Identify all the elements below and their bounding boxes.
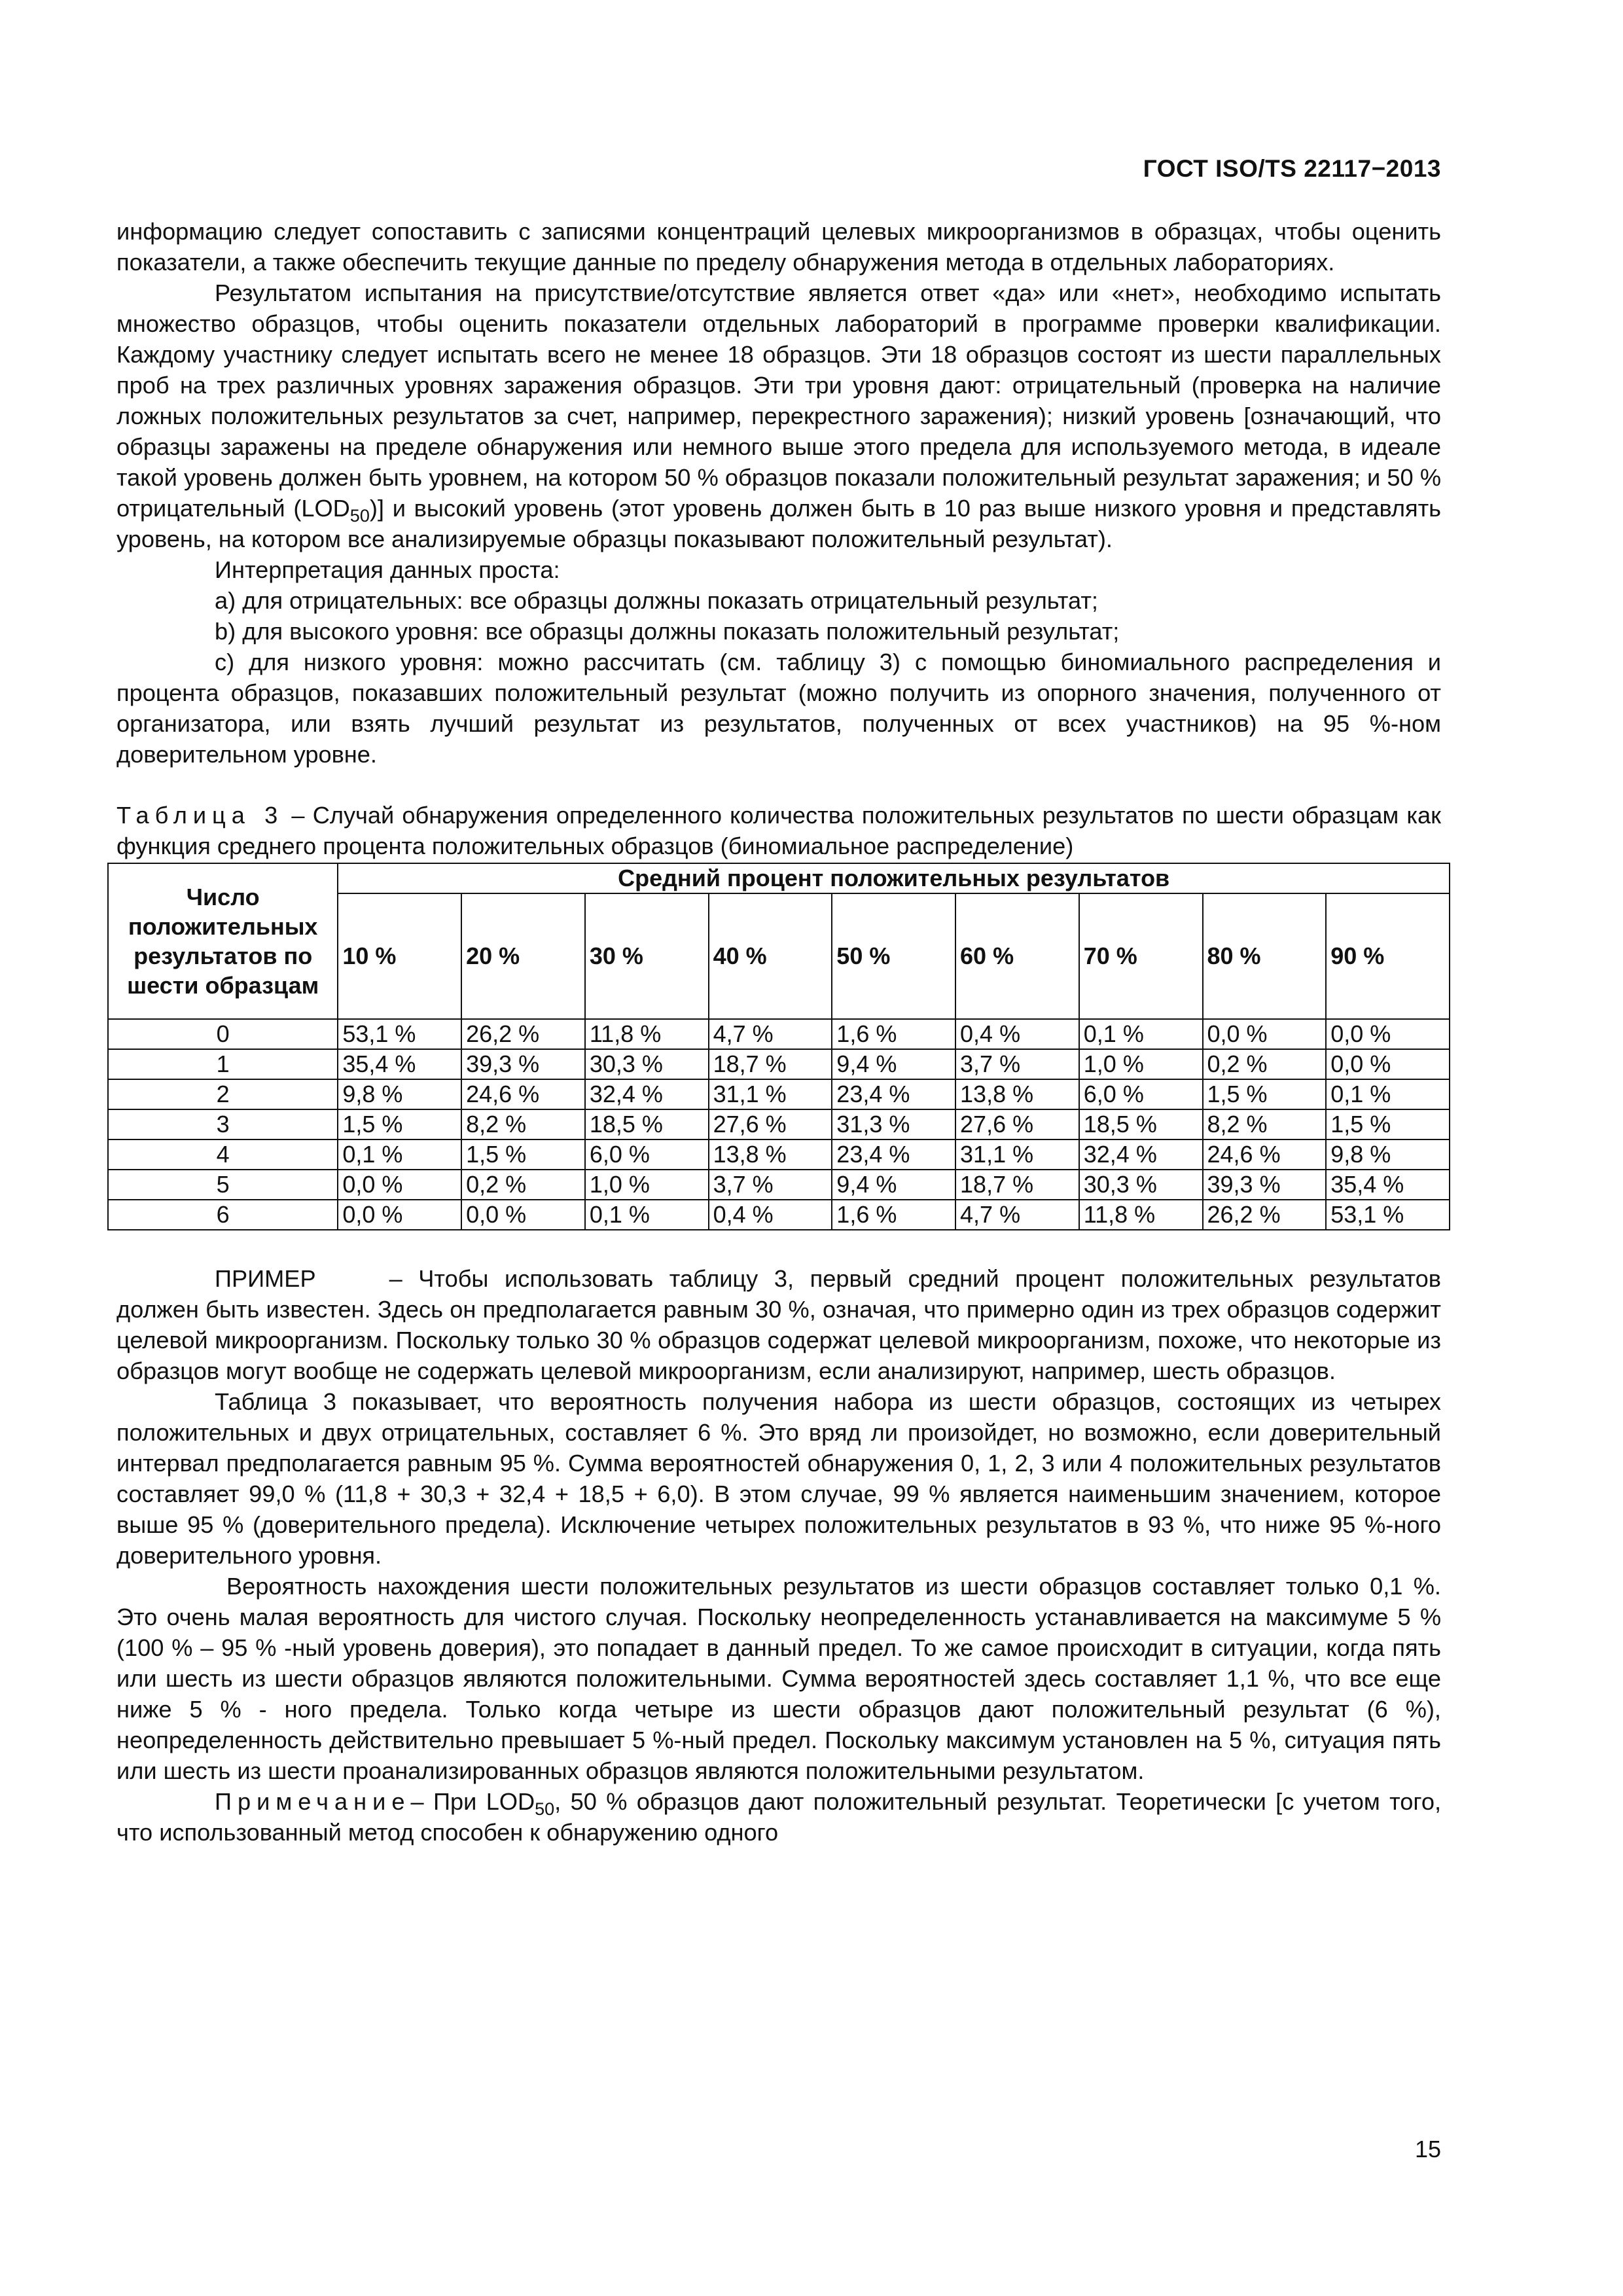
probability-cell: 24,6 % bbox=[1203, 1139, 1327, 1170]
column-header-7: 70 % bbox=[1079, 893, 1203, 1019]
table-row bbox=[108, 1019, 1450, 1049]
example-text-1: – Чтобы использовать таблицу 3, первый средний процент положительных результатов должен быть известен. Здесь он предполагается равным 30 %, означая, что примерно один из трех образцов содержит целевой микроорганизм. Поскольку только 30 % образцов содержат целевой микроорганизм, похоже, что некоторые из образцов могут вообще не содержать целевой микроорганизм, если анализируют, например, шесть образцов. bbox=[116, 1265, 1441, 1384]
probability-cell: 1,0 % bbox=[585, 1170, 709, 1200]
note-paragraph bbox=[116, 1786, 1441, 1848]
probability-cell: 1,5 % bbox=[461, 1139, 585, 1170]
probability-cell: 0,4 % bbox=[709, 1200, 832, 1230]
probability-cell: 8,2 % bbox=[1203, 1109, 1327, 1139]
probability-cell: 31,1 % bbox=[709, 1079, 832, 1109]
probability-cell: 0,0 % bbox=[1326, 1019, 1450, 1049]
probability-cell: 1,5 % bbox=[338, 1109, 461, 1139]
probability-cell: 0,0 % bbox=[461, 1200, 585, 1230]
page-number: 15 bbox=[1414, 2136, 1441, 2162]
table-row bbox=[108, 1109, 1450, 1139]
note-dash: – При LOD bbox=[410, 1788, 535, 1815]
column-header-2: 20 % bbox=[461, 893, 585, 1019]
paragraph-text-part-b: )] и высокий уровень (этот уровень должен быть в 10 раз выше низкого уровня и представлять уровень, на котором все анализируемые образцы показывают положительный результат). bbox=[116, 495, 1441, 552]
probability-cell: 1,5 % bbox=[1203, 1079, 1327, 1109]
probability-cell: 1,6 % bbox=[832, 1200, 955, 1230]
probability-cell: 31,3 % bbox=[832, 1109, 955, 1139]
probability-cell: 9,8 % bbox=[338, 1079, 461, 1109]
probability-cell: 0,1 % bbox=[1079, 1019, 1203, 1049]
table-body bbox=[108, 1019, 1450, 1230]
main-header-cell: Средний процент положительных результатов bbox=[338, 863, 1450, 893]
probability-cell: 4,7 % bbox=[955, 1200, 1079, 1230]
probability-cell: 6,0 % bbox=[585, 1139, 709, 1170]
positive-count-cell: 6 bbox=[108, 1200, 338, 1230]
column-header-9: 90 % bbox=[1326, 893, 1450, 1019]
probability-cell: 0,0 % bbox=[1326, 1049, 1450, 1079]
probability-cell: 35,4 % bbox=[338, 1049, 461, 1079]
probability-cell: 0,0 % bbox=[338, 1170, 461, 1200]
row-header-cell: Число положительных результатов по шести образцам bbox=[108, 863, 338, 1019]
probability-cell: 0,2 % bbox=[461, 1170, 585, 1200]
probability-cell: 53,1 % bbox=[1326, 1200, 1450, 1230]
probability-cell: 18,5 % bbox=[585, 1109, 709, 1139]
probability-cell: 0,0 % bbox=[1203, 1019, 1327, 1049]
list-item-b: b) для высокого уровня: все образцы должны показать положительный результат; bbox=[215, 618, 1120, 645]
standard-header: ГОСТ ISO/TS 22117−2013 bbox=[1143, 155, 1441, 182]
probability-cell: 3,7 % bbox=[955, 1049, 1079, 1079]
probability-cell: 23,4 % bbox=[832, 1079, 955, 1109]
probability-cell: 32,4 % bbox=[585, 1079, 709, 1109]
table-caption-text: – Случай обнаружения определенного количества положительных результатов по шести образцам как функция среднего процента положительных образцов (биномиальное распределение) bbox=[116, 802, 1441, 859]
table-row bbox=[108, 1049, 1450, 1079]
probability-cell: 3,7 % bbox=[709, 1170, 832, 1200]
list-item-c: c) для низкого уровня: можно рассчитать (см. таблицу 3) с помощью биномиального распределения и процента образцов, показавших положительный результат (можно получить из опорного значения, полученного от организатора, или взять лучший результат из результатов, полученных от всех участников) на 95 %-ном доверительном уровне. bbox=[116, 649, 1441, 768]
probability-cell: 0,1 % bbox=[585, 1200, 709, 1230]
example-paragraph-3: Вероятность нахождения шести положительных результатов из шести образцов составляет только 0,1 %. Это очень малая вероятность для чистого случая. Поскольку неопределенность устанавливается на максимуме 5 % (100 % – 95 % -ный уровень доверия), это попадает в данный предел. То же самое происходит в ситуации, когда пять или шесть из шести образцов являются положительными. Сумма вероятностей здесь составляет 1,1 %, что все еще ниже 5 % - ного предела. Только когда четыре из шести образцов дают положительный результат (6 %), неопределенность действительно превышает 5 %-ный предел. Поскольку максимум установлен на 5 %, ситуация пять или шесть из шести проанализированных образцов являются положительными результатом. bbox=[116, 1573, 1441, 1784]
probability-cell: 23,4 % bbox=[832, 1139, 955, 1170]
lod-subscript: 50 bbox=[349, 506, 370, 526]
probability-cell: 30,3 % bbox=[1079, 1170, 1203, 1200]
table-caption bbox=[116, 800, 1441, 861]
paragraph-interpretation: Интерпретация данных проста: bbox=[215, 556, 560, 583]
probability-cell: 18,7 % bbox=[955, 1170, 1079, 1200]
probability-cell: 39,3 % bbox=[1203, 1170, 1327, 1200]
probability-cell: 24,6 % bbox=[461, 1079, 585, 1109]
table-caption-label: Таблица 3 bbox=[116, 802, 284, 829]
note-text: , 50 % образцов дают положительный результат. Теоретически [с учетом того, что использованный метод способен к обнаружению одного bbox=[116, 1788, 1441, 1846]
probability-cell: 9,4 % bbox=[832, 1049, 955, 1079]
probability-cell: 0,4 % bbox=[955, 1019, 1079, 1049]
column-header-5: 50 % bbox=[832, 893, 955, 1019]
table-row bbox=[108, 1170, 1450, 1200]
probability-cell: 0,1 % bbox=[1326, 1079, 1450, 1109]
positive-count-cell: 5 bbox=[108, 1170, 338, 1200]
probability-cell: 13,8 % bbox=[709, 1139, 832, 1170]
note-subscript: 50 bbox=[535, 1799, 555, 1819]
probability-cell: 0,1 % bbox=[338, 1139, 461, 1170]
probability-cell: 26,2 % bbox=[1203, 1200, 1327, 1230]
positive-count-cell: 0 bbox=[108, 1019, 338, 1049]
binomial-table bbox=[107, 863, 1450, 1230]
example-paragraph-1 bbox=[116, 1263, 1441, 1386]
probability-cell: 11,8 % bbox=[585, 1019, 709, 1049]
probability-cell: 27,6 % bbox=[709, 1109, 832, 1139]
probability-cell: 18,5 % bbox=[1079, 1109, 1203, 1139]
column-header-1: 10 % bbox=[338, 893, 461, 1019]
probability-cell: 27,6 % bbox=[955, 1109, 1079, 1139]
column-header-3: 30 % bbox=[585, 893, 709, 1019]
probability-cell: 11,8 % bbox=[1079, 1200, 1203, 1230]
probability-cell: 0,2 % bbox=[1203, 1049, 1327, 1079]
column-header-4: 40 % bbox=[709, 893, 832, 1019]
paragraph-test-result bbox=[116, 278, 1441, 554]
paragraph-continuation: информацию следует сопоставить с записями концентраций целевых микроорганизмов в образцах, чтобы оценить показатели, а также обеспечить текущие данные по пределу обнаружения метода в отдельных лабораториях. bbox=[116, 218, 1441, 276]
probability-cell: 1,0 % bbox=[1079, 1049, 1203, 1079]
probability-cell: 4,7 % bbox=[709, 1019, 832, 1049]
list-item-a: a) для отрицательных: все образцы должны показать отрицательный результат; bbox=[215, 587, 1098, 614]
positive-count-cell: 2 bbox=[108, 1079, 338, 1109]
probability-cell: 13,8 % bbox=[955, 1079, 1079, 1109]
probability-cell: 18,7 % bbox=[709, 1049, 832, 1079]
probability-cell: 30,3 % bbox=[585, 1049, 709, 1079]
probability-cell: 35,4 % bbox=[1326, 1170, 1450, 1200]
table-row bbox=[108, 1200, 1450, 1230]
probability-cell: 0,0 % bbox=[338, 1200, 461, 1230]
probability-cell: 9,8 % bbox=[1326, 1139, 1450, 1170]
paragraph-text-part-a: Результатом испытания на присутствие/отсутствие является ответ «да» или «нет», необходимо испытать множество образцов, чтобы оценить показатели отдельных лабораторий в программе проверки квалификации. Каждому участнику следует испытать всего не менее 18 образцов. Эти 18 образцов состоят из шести параллельных проб на трех различных уровнях заражения образцов. Эти три уровня дают: отрицательный (проверка на наличие ложных положительных результатов за счет, например, перекрестного заражения); низкий уровень [означающий, что образцы заражены на пределе обнаружения или немного выше этого предела для используемого метода, в идеале такой уровень должен быть уровнем, на котором 50 % образцов показали положительный результат заражения; и 50 % отрицательный (LOD bbox=[116, 279, 1441, 522]
probability-cell: 32,4 % bbox=[1079, 1139, 1203, 1170]
probability-cell: 6,0 % bbox=[1079, 1079, 1203, 1109]
column-header-8: 80 % bbox=[1203, 893, 1327, 1019]
probability-cell: 53,1 % bbox=[338, 1019, 461, 1049]
probability-cell: 1,5 % bbox=[1326, 1109, 1450, 1139]
column-header-6: 60 % bbox=[955, 893, 1079, 1019]
note-label: Примечание bbox=[215, 1788, 411, 1815]
probability-cell: 1,6 % bbox=[832, 1019, 955, 1049]
probability-cell: 26,2 % bbox=[461, 1019, 585, 1049]
table-row bbox=[108, 1079, 1450, 1109]
probability-cell: 31,1 % bbox=[955, 1139, 1079, 1170]
example-label: ПРИМЕР bbox=[215, 1265, 316, 1292]
probability-cell: 39,3 % bbox=[461, 1049, 585, 1079]
positive-count-cell: 4 bbox=[108, 1139, 338, 1170]
positive-count-cell: 1 bbox=[108, 1049, 338, 1079]
example-paragraph-2: Таблица 3 показывает, что вероятность получения набора из шести образцов, состоящих из четырех положительных и двух отрицательных, составляет 6 %. Это вряд ли произойдет, но возможно, если доверительный интервал предполагается равным 95 %. Сумма вероятностей обнаружения 0, 1, 2, 3 или 4 положительных результатов составляет 99,0 % (11,8 + 30,3 + 32,4 + 18,5 + 6,0). В этом случае, 99 % является наименьшим значением, которое выше 95 % (доверительного предела). Исключение четырех положительных результатов в 93 %, что ниже 95 %-ного доверительного уровня. bbox=[116, 1388, 1441, 1569]
probability-cell: 9,4 % bbox=[832, 1170, 955, 1200]
page-content bbox=[116, 216, 1441, 1848]
probability-cell: 8,2 % bbox=[461, 1109, 585, 1139]
positive-count-cell: 3 bbox=[108, 1109, 338, 1139]
table-row bbox=[108, 1139, 1450, 1170]
